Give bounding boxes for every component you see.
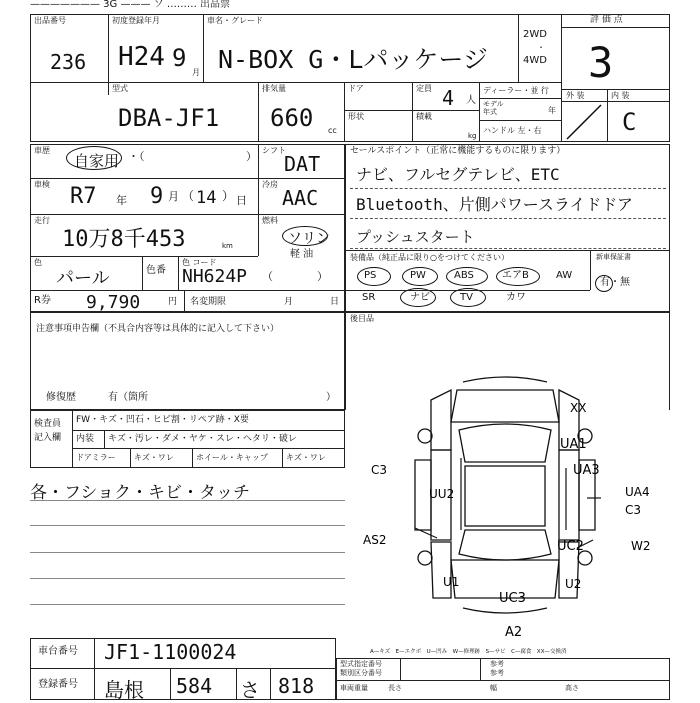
month-unit: 月 bbox=[192, 68, 200, 77]
shape-label: 形状 bbox=[348, 112, 364, 121]
fuel-circle bbox=[282, 226, 328, 246]
plate-label: 登録番号 bbox=[38, 679, 78, 690]
repair-close: ） bbox=[326, 392, 336, 403]
fuel-value: ソリン bbox=[288, 231, 330, 247]
shift-label: シフト bbox=[262, 146, 286, 155]
color-code-value: NH624P bbox=[182, 266, 248, 287]
mark-u1: U1 bbox=[443, 575, 460, 589]
cc-unit: cc bbox=[328, 126, 337, 135]
load-unit: kg bbox=[468, 132, 477, 140]
mark-ua3: UA3 bbox=[573, 463, 600, 478]
mileage-value: 10万8千453 bbox=[62, 227, 186, 252]
usage-close: ） bbox=[246, 150, 257, 163]
equip-sr: SR bbox=[362, 292, 376, 303]
inspection-day: 14 bbox=[196, 188, 217, 208]
plate-kana: さ bbox=[240, 678, 260, 702]
recycle-value: 9,790 bbox=[86, 292, 141, 313]
chassis-label: 車台番号 bbox=[38, 646, 78, 657]
repair-option: 有（箇所 bbox=[108, 392, 148, 403]
inspector-row1: FW・キズ・凹石・ヒビ割・リペア跡・X要 bbox=[76, 415, 249, 425]
equipment-label: 装備品（純正品に限り○をつけてください） bbox=[350, 253, 509, 262]
inspection-year-unit: 年 bbox=[116, 194, 127, 207]
warranty-label: 新車保証書 bbox=[596, 253, 631, 261]
plate-num2: 818 bbox=[278, 674, 315, 698]
mark-u2: U2 bbox=[565, 577, 582, 591]
year-unit: 年 bbox=[548, 106, 556, 115]
mark-c3-right: C3 bbox=[625, 503, 642, 517]
sales-line2: Bluetooth、片側パワースライドドア bbox=[356, 195, 633, 214]
reg-period-label: 名変期限 bbox=[190, 297, 227, 307]
model-label: 型式 bbox=[112, 84, 128, 93]
inspection-label: 車検 bbox=[34, 180, 50, 189]
displacement-label: 排気量 bbox=[262, 84, 286, 93]
first-reg-label: 初度登録年月 bbox=[112, 16, 160, 25]
car-name: N-BOX G・Lパッケージ bbox=[218, 45, 488, 74]
mark-uc3: UC3 bbox=[499, 591, 526, 606]
equip-tv: TV bbox=[460, 292, 473, 303]
notes-label: 注意事項申告欄（不具合内容等は具体的に記入して下さい） bbox=[36, 324, 280, 334]
inspector-row3b: キズ・ワレ bbox=[134, 453, 174, 462]
lot-label: 出品番号 bbox=[34, 16, 66, 25]
length-label: 長さ bbox=[388, 684, 402, 692]
usage-label: 車歴 bbox=[34, 146, 50, 155]
mark-w2: W2 bbox=[631, 539, 651, 553]
mark-c3-left: C3 bbox=[371, 463, 388, 477]
fuel-paren: （ ） bbox=[262, 270, 328, 283]
drive-2wd: 2WD bbox=[523, 29, 547, 40]
usage-circle bbox=[66, 146, 122, 170]
mark-ua4: UA4 bbox=[625, 485, 650, 499]
first-reg-month: 9 bbox=[172, 44, 187, 72]
yen-unit: 円 bbox=[168, 297, 178, 307]
interior-value: C bbox=[622, 108, 637, 136]
inspection-paren-close: ） bbox=[222, 189, 235, 203]
repair-label: 修復歴 bbox=[46, 392, 76, 403]
drive-4wd: 4WD bbox=[523, 55, 547, 66]
model-value: DBA-JF1 bbox=[118, 104, 220, 132]
mark-xx: XX bbox=[570, 401, 587, 415]
dealer-label: ディーラー・並 行 bbox=[483, 86, 549, 95]
inspector-row3c: ホイール・キャップ bbox=[196, 453, 268, 462]
handwritten-note: 各・フショク・キビ・タッチ bbox=[30, 483, 250, 503]
equip-airbag: エアB bbox=[502, 270, 529, 281]
ac-value: AAC bbox=[282, 186, 319, 210]
warranty-circle bbox=[595, 275, 613, 292]
equip-abs-circle bbox=[446, 267, 488, 286]
recycle-label: R券 bbox=[34, 295, 51, 306]
car-damage-diagram bbox=[345, 370, 670, 640]
capacity-unit: 人 bbox=[466, 95, 476, 106]
score-value: 3 bbox=[588, 38, 614, 87]
km-unit: km bbox=[222, 242, 233, 250]
mark-uc2: UC2 bbox=[557, 539, 584, 554]
damage-legend: A—キズ E—エクボ U—凹み W—修理跡 S—サビ C—腐食 XX—交換済 bbox=[370, 649, 567, 655]
displacement-value: 660 bbox=[270, 104, 314, 132]
inspector-row2: キズ・汚レ・ダメ・ヤケ・スレ・ヘタリ・破レ bbox=[108, 434, 297, 444]
equip-leather: カワ bbox=[506, 292, 526, 303]
color-code-label: 色 コード bbox=[182, 258, 217, 267]
chassis-value: JF1-1100024 bbox=[104, 640, 237, 664]
lot-number: 236 bbox=[50, 50, 87, 74]
name-label: 車名・グレード bbox=[207, 16, 263, 25]
type-num-label: 型式指定番号 bbox=[340, 660, 382, 668]
inspector-row3a: ドアミラー bbox=[76, 453, 116, 462]
sales-line1: ナビ、フルセグテレビ、ETC bbox=[356, 165, 560, 184]
sales-label: セールスポイント（正常に機能するものに限ります） bbox=[350, 146, 566, 156]
header-text: ——————— 3G ——— ソ ……… 出品票 bbox=[30, 0, 231, 10]
score-label: 評 価 点 bbox=[590, 15, 623, 25]
ac-label: 冷房 bbox=[262, 180, 278, 189]
inspector-row3d: キズ・ワレ bbox=[286, 453, 326, 462]
interior-label: 内 装 bbox=[611, 91, 630, 100]
exterior-label: 外 装 bbox=[566, 91, 585, 100]
inspection-paren-open: （ bbox=[182, 189, 195, 203]
model-year-label-a: モデル bbox=[483, 100, 504, 108]
handle-label: ハンドル 左・右 bbox=[483, 126, 542, 135]
equip-aw: AW bbox=[556, 270, 573, 281]
drive-dot: ・ bbox=[537, 43, 545, 52]
mark-uu2: UU2 bbox=[429, 487, 455, 501]
ref-label-1: 参考 bbox=[490, 660, 504, 668]
inspection-era: R7 bbox=[70, 184, 97, 209]
reg-period-month: 月 bbox=[284, 297, 294, 307]
exterior-slash bbox=[561, 101, 607, 142]
capacity-label: 定員 bbox=[416, 84, 432, 93]
equip-ps-circle bbox=[357, 267, 391, 286]
equip-navi: ナビ bbox=[410, 292, 430, 303]
first-reg-era: H24 bbox=[118, 42, 165, 72]
capacity-value: 4 bbox=[442, 86, 455, 110]
warranty-value: 有・無 bbox=[600, 277, 630, 288]
equip-pw: PW bbox=[410, 270, 426, 281]
door-label: ドア bbox=[348, 84, 364, 93]
sales-line3: プッシュスタート bbox=[356, 228, 475, 246]
equip-pw-circle bbox=[402, 267, 438, 286]
fuel-label: 燃料 bbox=[262, 216, 278, 225]
model-year-label-b: 年式 bbox=[483, 108, 497, 116]
weight-label: 車両重量 bbox=[340, 684, 368, 692]
shift-value: DAT bbox=[284, 152, 321, 176]
usage-value: 自家用 bbox=[74, 152, 120, 170]
color-num-label: 色番 bbox=[146, 265, 166, 276]
height-label: 高さ bbox=[565, 684, 579, 692]
inspection-day-unit: 日 bbox=[236, 194, 247, 207]
plate-area: 島根 bbox=[104, 678, 144, 702]
inspector-label-1: 検査員 bbox=[34, 419, 62, 429]
mark-ua1: UA1 bbox=[560, 437, 587, 452]
width-label: 幅 bbox=[490, 684, 497, 692]
ref-label-2: 参考 bbox=[490, 669, 504, 677]
equip-ps: PS bbox=[364, 270, 377, 281]
inspector-row2-label: 内装 bbox=[76, 434, 95, 444]
inspection-month: 9 bbox=[150, 184, 164, 209]
mileage-label: 走行 bbox=[34, 216, 50, 225]
usage-rest: ・（ bbox=[128, 150, 145, 163]
load-label: 積載 bbox=[416, 112, 432, 121]
inspector-label-2: 記入欄 bbox=[34, 433, 62, 443]
fuel-light-oil: 軽 油 bbox=[290, 249, 314, 260]
mark-a2: A2 bbox=[505, 625, 523, 640]
equip-airbag-circle bbox=[496, 267, 540, 286]
plate-num1: 584 bbox=[176, 674, 213, 698]
inspection-month-unit: 月 bbox=[168, 190, 179, 203]
equip-abs: ABS bbox=[454, 270, 474, 281]
mark-as2: AS2 bbox=[363, 533, 387, 547]
color-value: パール bbox=[56, 268, 110, 289]
class-num-label: 類別区分番号 bbox=[340, 669, 382, 677]
color-label: 色 bbox=[34, 258, 42, 267]
after-market-label: 後目品 bbox=[350, 314, 374, 323]
reg-period-day: 日 bbox=[330, 297, 340, 307]
